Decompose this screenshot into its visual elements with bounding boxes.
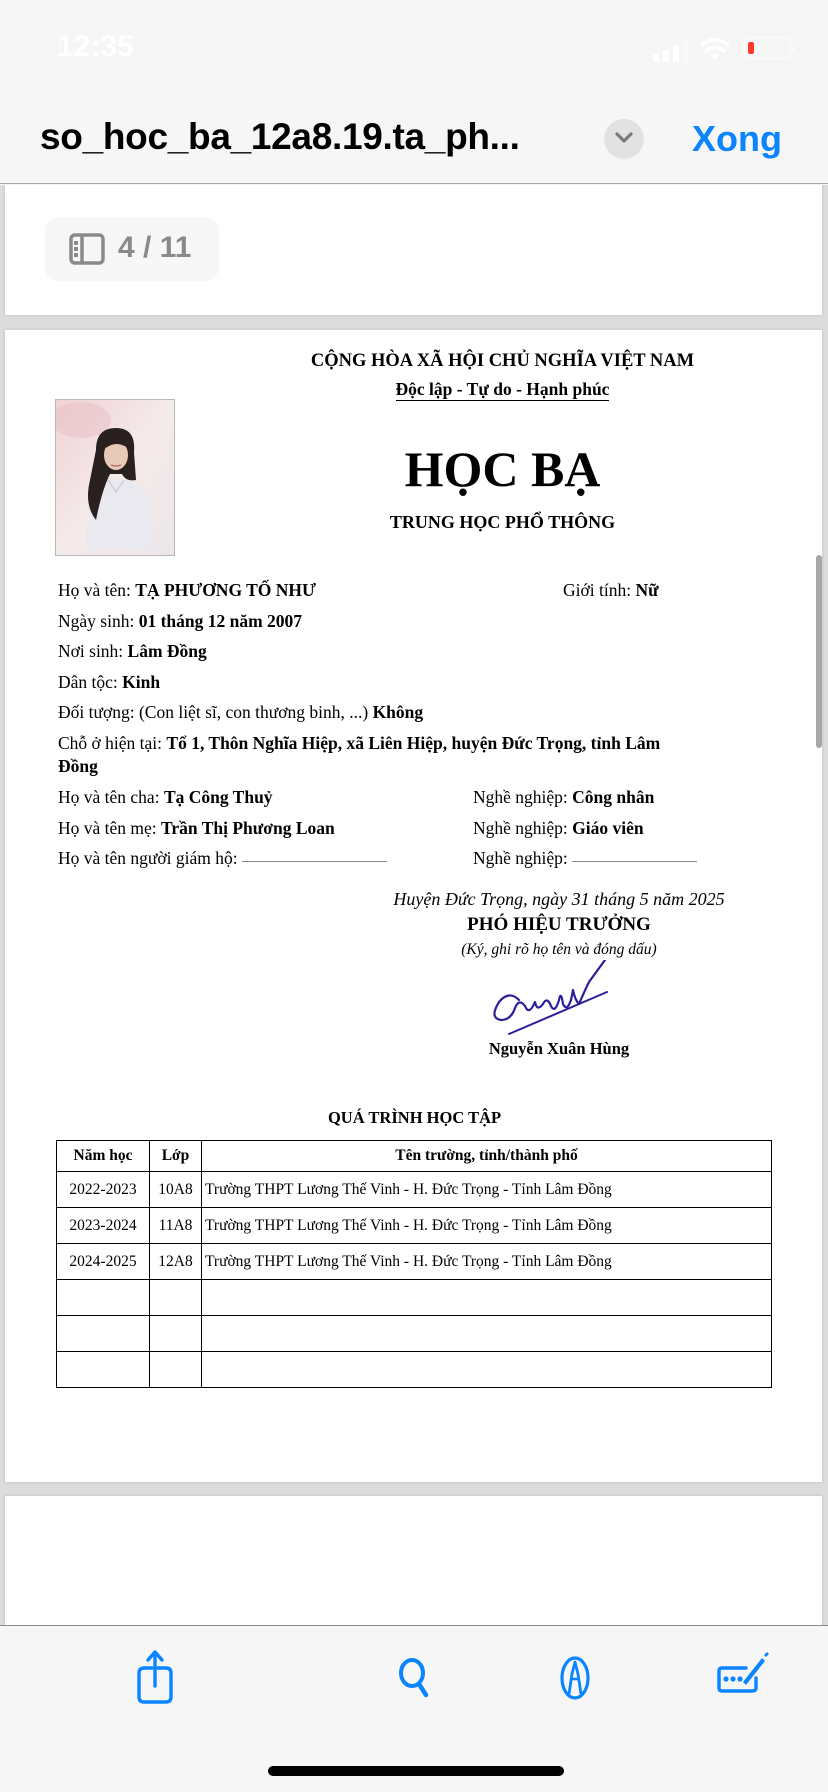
table-row-empty xyxy=(57,1316,772,1352)
chevron-down-icon xyxy=(614,131,634,145)
cell-school-name: Trường THPT Lương Thế Vinh - H. Đức Trọng - Tỉnh Lâm Đồng xyxy=(202,1244,772,1280)
table-row-empty xyxy=(57,1352,772,1388)
cell-class xyxy=(150,1352,202,1388)
cell-class: 12A8 xyxy=(150,1244,202,1280)
status-time: 12:35 xyxy=(57,30,134,63)
field-gender xyxy=(563,580,659,601)
share-icon xyxy=(130,1648,190,1708)
motto-text: Độc lập - Tự do - Hạnh phúc xyxy=(395,379,610,399)
cell-school-year: 2022-2023 xyxy=(57,1172,150,1208)
document-title[interactable]: so_hoc_ba_12a8.19.ta_ph... xyxy=(40,116,520,157)
nation-header: CỘNG HÒA XÃ HỘI CHỦ NGHĨA VIỆT NAM xyxy=(310,351,695,371)
dob-value: 01 tháng 12 năm 2007 xyxy=(138,611,303,631)
field-father-job xyxy=(473,787,654,808)
field-guardian xyxy=(58,848,387,869)
field-residence xyxy=(58,733,660,754)
pdf-page-next xyxy=(5,1496,822,1625)
cell-school-name xyxy=(202,1280,772,1316)
page-counter-text: 4 / 11 xyxy=(118,231,192,264)
signer-role: PHÓ HIỆU TRƯỞNG xyxy=(467,914,651,935)
search-button[interactable] xyxy=(390,1648,450,1708)
document-subtitle: TRUNG HỌC PHỔ THÔNG xyxy=(389,512,616,532)
cell-school-year xyxy=(57,1316,150,1352)
field-label: Đối tượng: (Con liệt sĩ, con thương binh, ...) xyxy=(58,702,373,722)
field-mother xyxy=(58,818,335,839)
signature-note: (Ký, ghi rõ họ tên và đóng dấu) xyxy=(461,941,657,958)
battery-level xyxy=(748,42,754,54)
field-label: Giới tính: xyxy=(563,580,636,600)
page-counter[interactable] xyxy=(45,217,219,281)
residence-value: Tổ 1, Thôn Nghĩa Hiệp, xã Liên Hiệp, huyện Đức Trọng, tỉnh Lâm xyxy=(166,733,661,753)
cell-class: 11A8 xyxy=(150,1208,202,1244)
father-value: Tạ Công Thuỷ xyxy=(163,787,273,807)
motto xyxy=(5,379,822,400)
table-row xyxy=(57,1208,772,1244)
cell-school-name: Trường THPT Lương Thế Vinh - H. Đức Trọng - Tỉnh Lâm Đồng xyxy=(202,1208,772,1244)
wifi-icon xyxy=(700,36,730,62)
cell-class: 10A8 xyxy=(150,1172,202,1208)
markup-button[interactable] xyxy=(552,1648,612,1708)
bottom-toolbar xyxy=(0,1625,828,1792)
cell-school-year xyxy=(57,1280,150,1316)
cell-school-year xyxy=(57,1352,150,1388)
birthplace-value: Lâm Đồng xyxy=(127,641,207,661)
cell-school-name xyxy=(202,1316,772,1352)
document-main-title: HỌC BẠ xyxy=(404,441,601,497)
field-category xyxy=(58,702,423,723)
table-row xyxy=(57,1244,772,1280)
done-button[interactable]: Xong xyxy=(692,118,782,159)
mother-job-value: Giáo viên xyxy=(572,818,644,838)
form-fill-button[interactable] xyxy=(716,1648,776,1708)
pdf-page-previous xyxy=(5,185,822,315)
category-value: Không xyxy=(372,702,424,722)
guardian-job-blank xyxy=(572,861,697,862)
study-history-table xyxy=(56,1140,772,1388)
field-label: Nơi sinh: xyxy=(58,641,128,661)
pdf-viewer[interactable] xyxy=(0,185,828,1625)
home-indicator[interactable] xyxy=(268,1766,564,1776)
header-school-name: Tên trường, tỉnh/thành phố xyxy=(202,1141,772,1172)
form-fill-icon xyxy=(716,1648,780,1708)
cell-school-name: Trường THPT Lương Thế Vinh - H. Đức Trọng - Tỉnh Lâm Đồng xyxy=(202,1172,772,1208)
field-label: Nghề nghiệp: xyxy=(473,787,573,807)
share-button[interactable] xyxy=(130,1648,190,1708)
status-bar xyxy=(0,0,828,90)
gender-value: Nữ xyxy=(635,580,659,600)
handwritten-signature xyxy=(489,960,619,1040)
field-label: Họ và tên mẹ: xyxy=(58,818,162,838)
battery-icon xyxy=(743,37,791,59)
markup-icon xyxy=(552,1648,612,1708)
field-father xyxy=(58,787,273,808)
student-name: TẠ PHƯƠNG TỐ NHƯ xyxy=(135,580,316,600)
cell-school-year: 2023-2024 xyxy=(57,1208,150,1244)
mother-value: Trần Thị Phương Loan xyxy=(161,818,335,838)
cell-school-name xyxy=(202,1352,772,1388)
table-header-row xyxy=(57,1141,772,1172)
father-job-value: Công nhân xyxy=(572,787,655,807)
sidebar-icon xyxy=(69,233,105,265)
field-label: Chỗ ở hiện tại: xyxy=(58,733,167,753)
field-label: Ngày sinh: xyxy=(58,611,139,631)
cell-class xyxy=(150,1316,202,1352)
field-label: Nghề nghiệp: xyxy=(473,848,573,868)
field-ethnicity xyxy=(58,672,160,693)
search-icon xyxy=(390,1648,450,1708)
pdf-page-current xyxy=(5,330,822,1482)
field-label: Họ và tên: xyxy=(58,580,136,600)
header-class: Lớp xyxy=(150,1141,202,1172)
signer-name: Nguyễn Xuân Hùng xyxy=(488,1039,630,1058)
field-mother-job xyxy=(473,818,644,839)
cellular-signal-icon xyxy=(653,40,693,62)
field-name xyxy=(58,580,316,601)
field-label: Họ và tên cha: xyxy=(58,787,164,807)
field-dob xyxy=(58,611,302,632)
table-row xyxy=(57,1172,772,1208)
field-birthplace xyxy=(58,641,207,662)
ethnicity-value: Kinh xyxy=(122,672,161,692)
history-title: QUÁ TRÌNH HỌC TẬP xyxy=(327,1108,502,1127)
field-label: Dân tộc: xyxy=(58,672,123,692)
field-guardian-job xyxy=(473,848,697,869)
cell-school-year: 2024-2025 xyxy=(57,1244,150,1280)
field-label: Họ và tên người giám hộ: xyxy=(58,848,242,868)
vertical-scrollbar[interactable] xyxy=(816,555,822,748)
field-residence-cont xyxy=(58,756,98,777)
field-label: Nghề nghiệp: xyxy=(473,818,573,838)
table-row-empty xyxy=(57,1280,772,1316)
residence-value-cont: Đồng xyxy=(58,756,98,776)
cell-class xyxy=(150,1280,202,1316)
header-school-year: Năm học xyxy=(57,1141,150,1172)
nav-bar xyxy=(0,90,828,184)
title-menu-button[interactable] xyxy=(604,119,644,159)
guardian-blank xyxy=(242,861,387,862)
signature-place-date: Huyện Đức Trọng, ngày 31 tháng 5 năm 2025 xyxy=(393,889,725,909)
